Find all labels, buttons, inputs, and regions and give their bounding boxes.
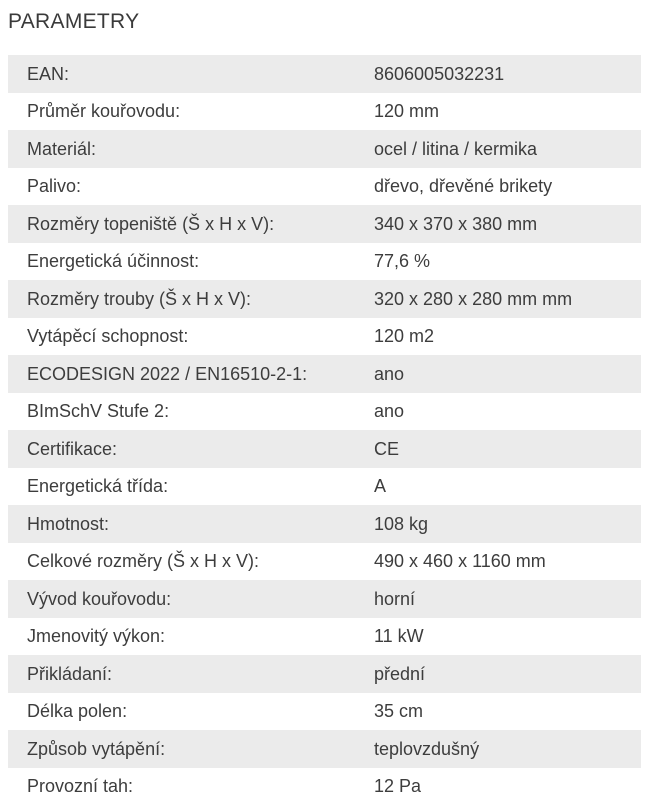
parameter-value: 490 x 460 x 1160 mm [374, 543, 641, 581]
table-row [8, 168, 641, 206]
parameter-label: Rozměry topeniště (Š x H x V): [8, 205, 374, 243]
parameter-label: Průměr kouřovodu: [8, 93, 374, 131]
table-row [8, 693, 641, 731]
parameter-label: Hmotnost: [8, 505, 374, 543]
parameter-label: Přikládaní: [8, 655, 374, 693]
parameter-value: dřevo, dřevěné brikety [374, 168, 641, 206]
parameter-value: 120 m2 [374, 318, 641, 356]
parameter-value: 77,6 % [374, 243, 641, 281]
parameter-value: A [374, 468, 641, 506]
parameter-label: Energetická třída: [8, 468, 374, 506]
table-row [8, 205, 641, 243]
parameter-value: 120 mm [374, 93, 641, 131]
table-row [8, 355, 641, 393]
parameter-value: ano [374, 393, 641, 431]
parameter-value: 108 kg [374, 505, 641, 543]
table-row [8, 580, 641, 618]
table-row [8, 618, 641, 656]
parameters-table-body [8, 55, 641, 805]
parameter-value: 35 cm [374, 693, 641, 731]
table-row [8, 280, 641, 318]
parameter-value: přední [374, 655, 641, 693]
parameter-value: teplovzdušný [374, 730, 641, 768]
table-row [8, 393, 641, 431]
table-row [8, 130, 641, 168]
parameter-label: Provozní tah: [8, 768, 374, 806]
parameter-label: ECODESIGN 2022 / EN16510-2-1: [8, 355, 374, 393]
parameter-label: Délka polen: [8, 693, 374, 731]
parameter-label: Rozměry trouby (Š x H x V): [8, 280, 374, 318]
table-row [8, 318, 641, 356]
parameter-label: Materiál: [8, 130, 374, 168]
table-row [8, 243, 641, 281]
parameter-value: 11 kW [374, 618, 641, 656]
parameter-label: BImSchV Stufe 2: [8, 393, 374, 431]
parameters-table [8, 55, 641, 805]
table-row [8, 543, 641, 581]
parameter-label: Certifikace: [8, 430, 374, 468]
parameter-label: Vytápěcí schopnost: [8, 318, 374, 356]
table-row [8, 55, 641, 93]
parameter-value: 320 x 280 x 280 mm mm [374, 280, 641, 318]
parameter-value: CE [374, 430, 641, 468]
parameter-value: 340 x 370 x 380 mm [374, 205, 641, 243]
parameter-label: Vývod kouřovodu: [8, 580, 374, 618]
parameter-label: Celkové rozměry (Š x H x V): [8, 543, 374, 581]
parameter-label: Způsob vytápění: [8, 730, 374, 768]
parameter-label: Jmenovitý výkon: [8, 618, 374, 656]
table-row [8, 655, 641, 693]
table-row [8, 505, 641, 543]
section-title: PARAMETRY [8, 10, 140, 33]
table-row [8, 768, 641, 806]
parameter-value: 8606005032231 [374, 55, 641, 93]
parameter-value: horní [374, 580, 641, 618]
table-row [8, 430, 641, 468]
table-row [8, 468, 641, 506]
parameter-value: ocel / litina / kermika [374, 130, 641, 168]
parameter-value: 12 Pa [374, 768, 641, 806]
parameter-label: EAN: [8, 55, 374, 93]
parameter-label: Energetická účinnost: [8, 243, 374, 281]
table-row [8, 93, 641, 131]
parameter-value: ano [374, 355, 641, 393]
table-row [8, 730, 641, 768]
parameter-label: Palivo: [8, 168, 374, 206]
